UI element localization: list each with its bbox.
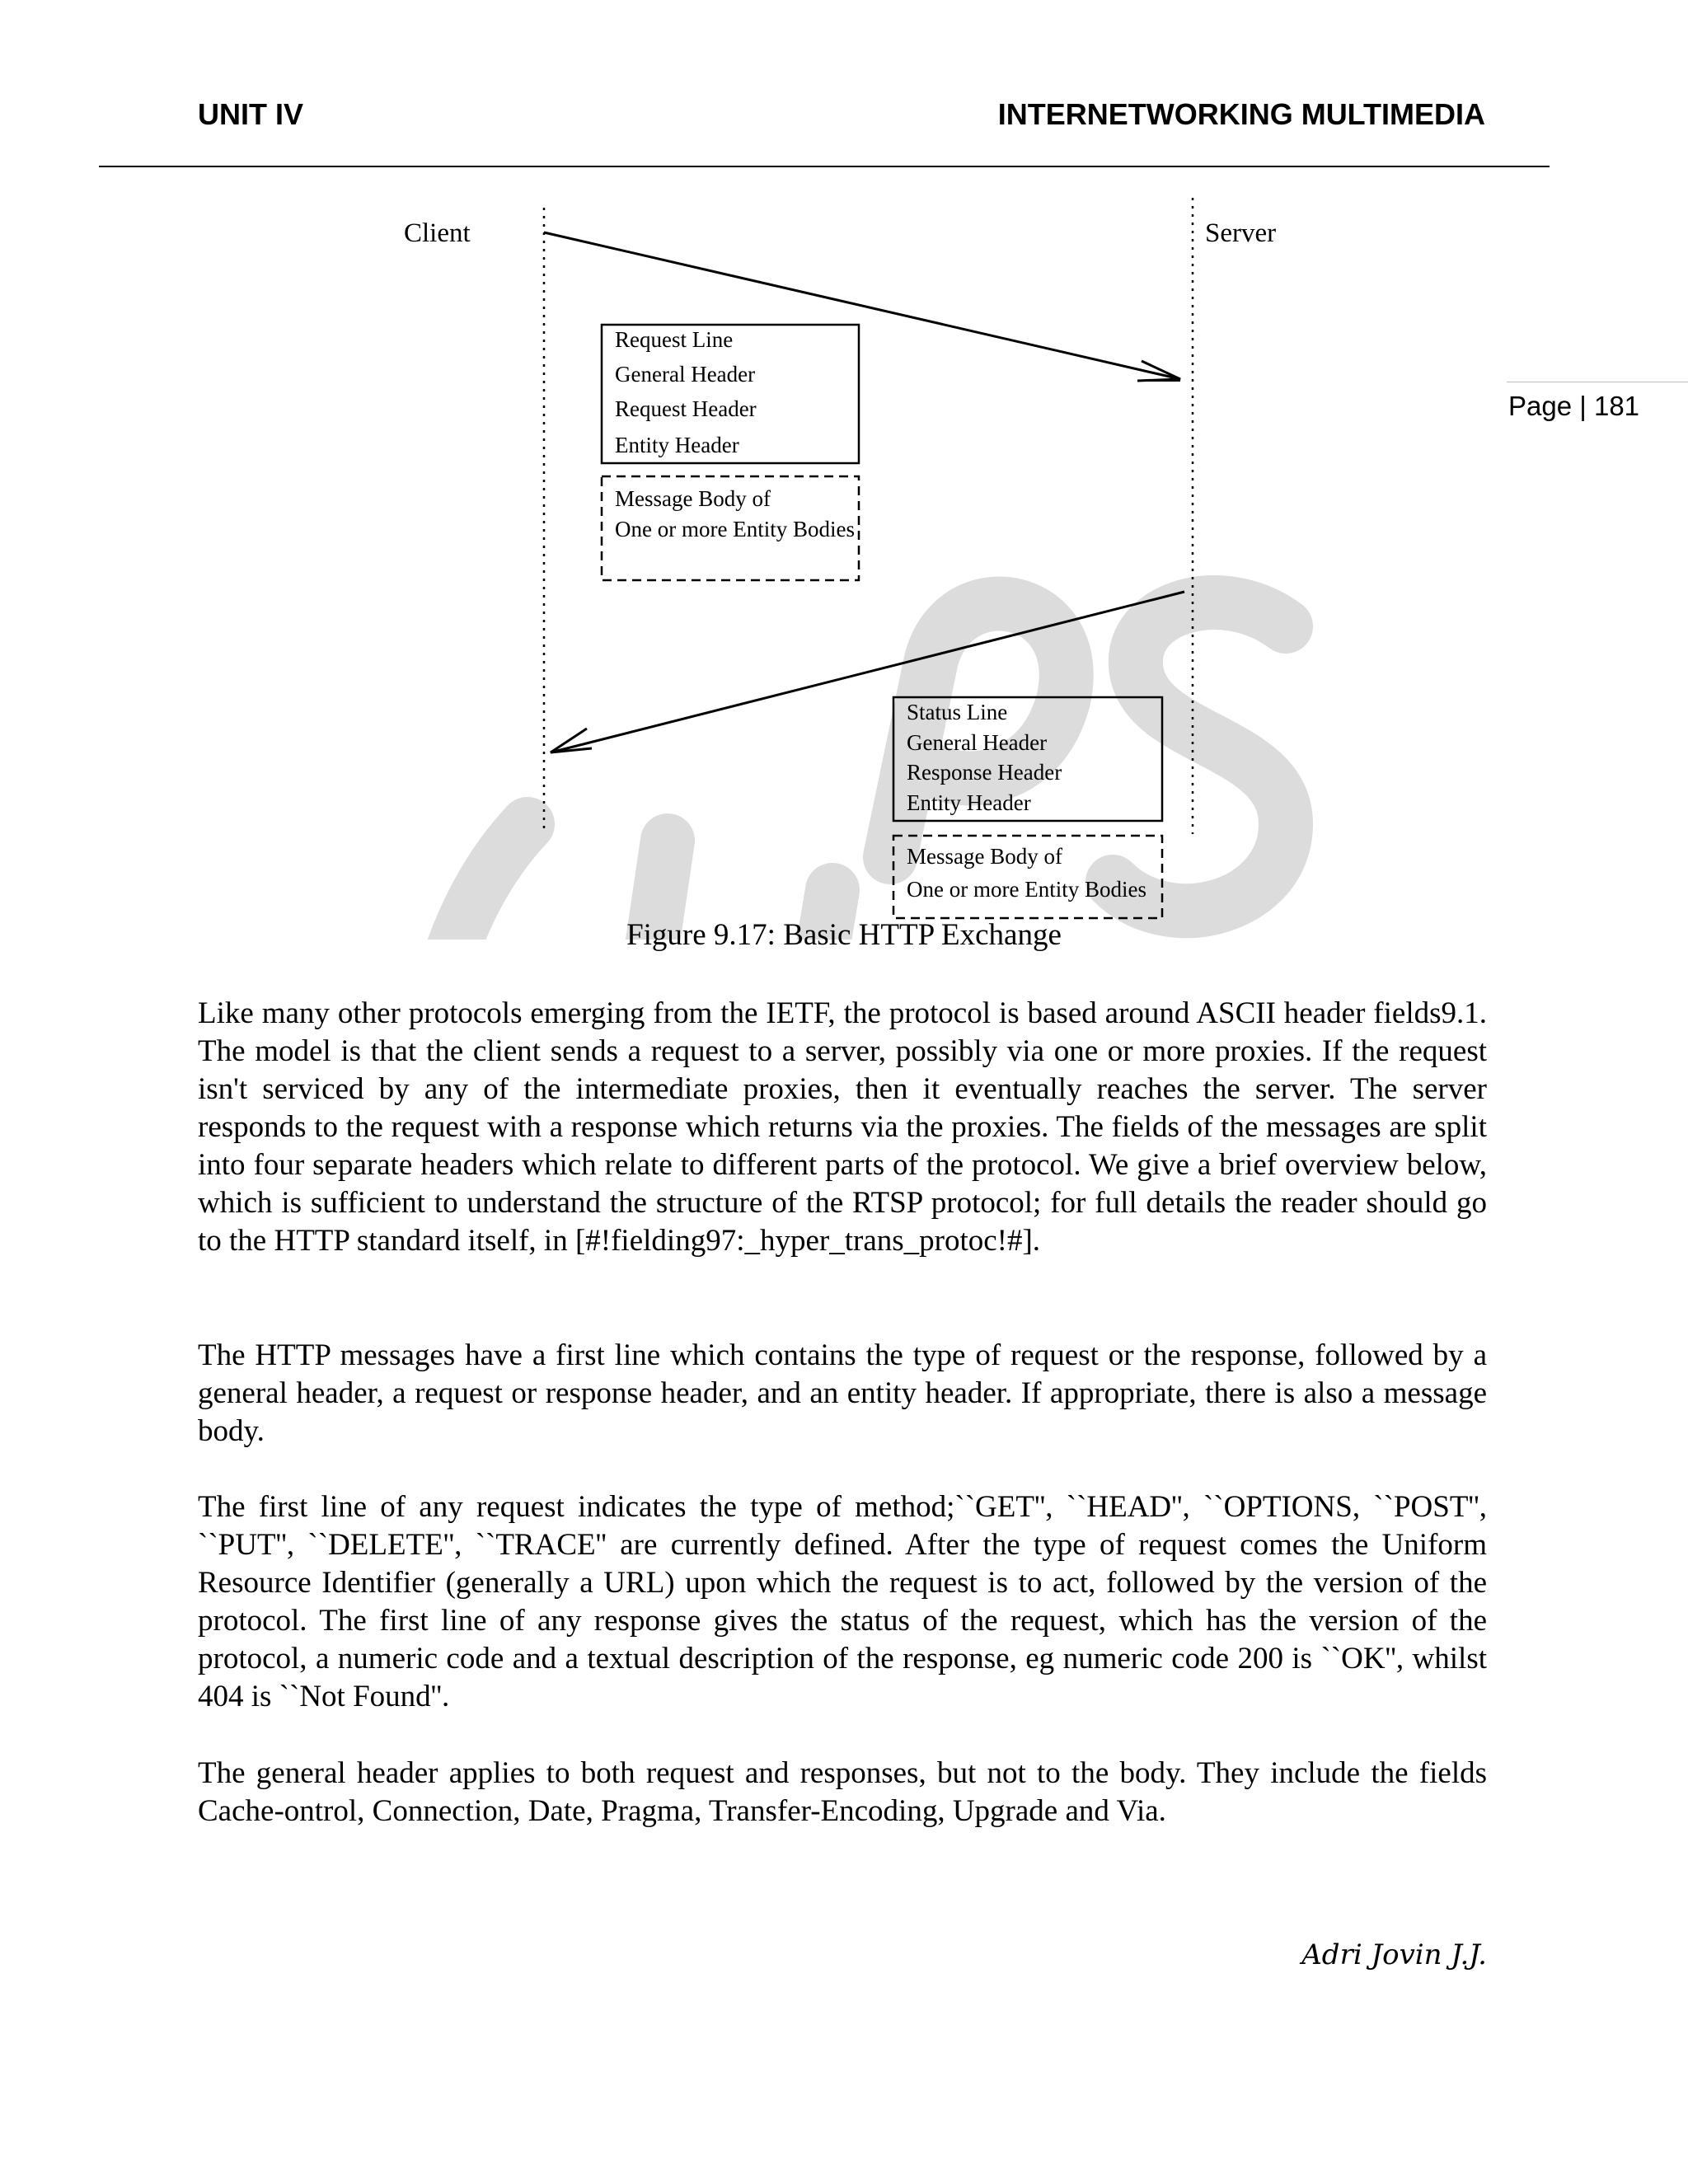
page-number: Page | 181 — [1508, 391, 1640, 421]
response-entity-header-label: Entity Header — [907, 790, 1031, 815]
entity-header-label: Entity Header — [615, 433, 739, 457]
author-signature: Adri Jovin J.J. — [1301, 1938, 1487, 1971]
response-body-line-2: One or more Entity Bodies — [907, 877, 1146, 902]
header-unit: UNIT IV — [198, 97, 304, 131]
paragraph-request-methods: The first line of any request indicates the type of method;``GET'', ``HEAD'', ``OPTIONS, ``POST'', ``PUT'', ``DELETE'', ``TRACE'' are currently defined. After the type of request comes the Uniform Resource Identifier (generally a URL) upon which the request is to act, followed by the version of the protocol. The first line of any response gives the status of the request, which has the version of the protocol, a numeric code and a textual description of the response, eg numeric code 200 is ``OK'', whilst 404 is ``Not Found''. — [198, 1490, 1487, 1713]
request-header-label: Request Header — [615, 396, 757, 421]
request-body-line-1: Message Body of — [615, 486, 771, 511]
figure-caption: Figure 9.17: Basic HTTP Exchange — [626, 918, 1062, 952]
request-body-line-2: One or more Entity Bodies — [615, 517, 855, 541]
http-exchange-diagram — [0, 0, 1688, 940]
response-body-line-1: Message Body of — [907, 844, 1062, 869]
client-label: Client — [404, 218, 471, 248]
paragraph-http-overview: Like many other protocols emerging from the IETF, the protocol is based around ASCII header fields9.1. The model is that the client sends a request to a server, possibly via one or more proxies. If the request isn't serviced by any of the intermediate proxies, then it eventually reaches the server. The server responds to the request with a response which returns via the proxies. The fields of the messages are split into four separate headers which relate to different parts of the protocol. We give a brief overview below, which is sufficient to understand the structure of the RTSP protocol; for full details the reader should go to the HTTP standard itself, in [#!fielding97:_hyper_trans_protoc!#]. — [198, 996, 1487, 1258]
header-subject: INTERNETWORKING MULTIMEDIA — [997, 97, 1485, 131]
response-header-label: Response Header — [907, 760, 1062, 785]
response-general-header-label: General Header — [907, 730, 1048, 755]
paragraph-general-header: The general header applies to both request and responses, but not to the body. They include the fields Cache-ontrol, Connection, Date, Pragma, Transfer-Encoding, Upgrade and Via. — [198, 1756, 1487, 1828]
watermark-logo — [423, 602, 1287, 940]
status-line-label: Status Line — [907, 700, 1008, 724]
request-arrow — [544, 232, 1180, 379]
general-header-label: General Header — [615, 362, 756, 387]
response-arrowhead — [551, 729, 592, 752]
server-label: Server — [1205, 218, 1277, 248]
paragraph-message-structure: The HTTP messages have a first line which contains the type of request or the response, followed by a general header, a request or response header, and an entity header. If appropriate, there is also a message body. — [198, 1338, 1487, 1448]
request-line-label: Request Line — [615, 327, 734, 352]
